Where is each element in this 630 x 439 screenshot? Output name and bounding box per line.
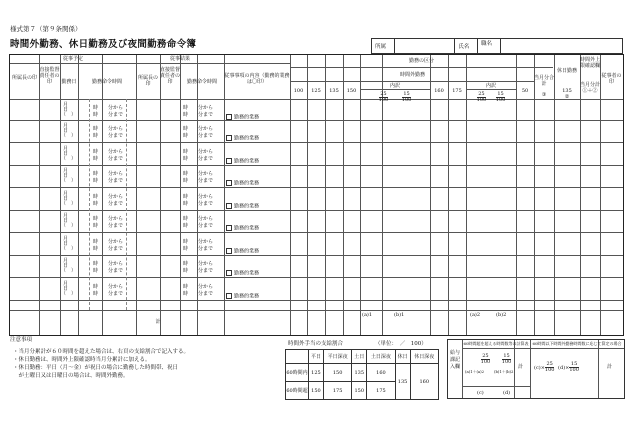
calc-d-label: (d)	[503, 390, 511, 396]
date-weekday-mark: （ ）	[61, 223, 77, 229]
result-time-from: 時 分から	[183, 104, 214, 111]
date-day-mark: 日	[63, 195, 69, 202]
plan-time-header: 勤務命令時間	[91, 79, 122, 85]
result-time-from: 時 分から	[183, 261, 214, 267]
date-weekday-mark: （ ）	[61, 200, 77, 207]
rate-135-kyujitsu: 135	[562, 88, 572, 94]
checkbox-label: 勤務的業務	[234, 135, 260, 142]
calc-table	[447, 339, 625, 399]
result-time-from: 時 分から	[183, 283, 214, 290]
jugyosha-header: 従事者の印	[601, 73, 622, 85]
checkbox-label: 勤務的業務	[234, 180, 260, 187]
checkbox-label: 勤務的業務	[234, 248, 260, 254]
plan-time-from: 時 分から	[93, 148, 124, 155]
rate-160-header: 160	[434, 88, 444, 94]
content-header: 従事事項の内容（勤務的業務は〇印）	[224, 73, 290, 85]
date-month-mark: 月	[63, 213, 69, 219]
uchiwake-formula-2: $\frac{25}{100}$ $\frac{15}{100}$	[476, 91, 506, 103]
plan-time-to: 時 分まで	[93, 290, 124, 297]
checkbox-icon[interactable]	[226, 180, 232, 186]
date-month-mark: 月	[63, 235, 69, 242]
checkbox-icon[interactable]	[226, 158, 232, 164]
result-chokusetsu-header: 直接監督責任者の印	[160, 67, 181, 85]
date-day-mark: 日	[63, 263, 69, 269]
note-line-1: ・当月分累計が６０時間を超えた場合は、右頁の支給割合で記入する。	[13, 349, 190, 355]
duty-checkbox-row[interactable]	[226, 203, 259, 210]
name-field[interactable]	[500, 39, 622, 54]
employee-info-box	[371, 38, 623, 54]
name-label: 氏名	[455, 39, 478, 54]
uchiwake-header-2: 内訳	[485, 83, 496, 89]
rate-h-weekend: 土日	[352, 350, 367, 364]
checkbox-label: 勤務的業務	[234, 114, 260, 120]
rate-row2-label: 60時間超	[286, 382, 309, 400]
duty-checkbox-row[interactable]	[226, 114, 259, 121]
rate-table-unit: （単位： ／ 100）	[375, 341, 427, 347]
checkbox-label: 勤務的業務	[234, 225, 260, 232]
result-time-from: 時 分から	[183, 193, 214, 200]
date-weekday-mark: （ ）	[61, 290, 77, 297]
rate-cell: 175	[323, 382, 351, 400]
plan-time-from: 時 分から	[93, 104, 124, 111]
rate-h-holiday-night: 休日深夜	[410, 350, 438, 364]
calc-total-2: 計	[607, 364, 613, 370]
page-title: 時間外勤務、休日勤務及び夜間勤務命令簿	[10, 39, 197, 50]
rate-cell: 160	[410, 364, 438, 400]
sum-b2: (b)2	[496, 312, 507, 318]
rate-cell: 150	[309, 382, 324, 400]
date-day-mark: 日	[63, 285, 69, 292]
date-month-mark: 月	[63, 258, 69, 264]
result-time-to: 時 分まで	[183, 245, 214, 252]
plan-time-to: 時 分まで	[93, 155, 124, 162]
tsuki-gokei-header: 当月分合計	[534, 75, 555, 87]
checkbox-label: 勤務的業務	[234, 158, 260, 164]
plan-time-from: 時 分から	[93, 261, 124, 267]
rate-175-header: 175	[452, 88, 462, 94]
result-time-to: 時 分まで	[183, 111, 214, 118]
result-time-from: 時 分から	[183, 171, 214, 177]
sum-b1: (b)1	[394, 312, 405, 318]
plan-time-to: 時 分まで	[93, 200, 124, 207]
plan-time-from: 時 分から	[93, 283, 124, 290]
result-time-from: 時 分から	[183, 238, 214, 245]
kubun-header: 勤務の区分	[408, 58, 434, 64]
checkbox-icon[interactable]	[226, 135, 232, 141]
checkbox-icon[interactable]	[226, 270, 232, 276]
notes-title: 注意事項	[10, 337, 33, 343]
circle-3: ③	[541, 92, 547, 98]
rate-135-header: 135	[329, 88, 339, 94]
plan-time-from: 時 分から	[93, 238, 124, 245]
plan-chokusetsu-header: 直接監督責任者の印	[39, 67, 60, 85]
kyujitsu-header: 休日勤務	[556, 68, 577, 74]
jikangai-header: 時間外勤務	[399, 72, 425, 78]
date-day-mark: 日	[63, 150, 69, 157]
rank-label: 職名	[481, 41, 493, 47]
rate-150-header: 150	[346, 88, 357, 94]
date-weekday-mark: （ ）	[61, 111, 77, 118]
date-month-mark: 月	[63, 101, 69, 108]
duty-checkbox-row[interactable]	[226, 270, 259, 277]
rate-50-header: 50	[521, 88, 529, 94]
sum-a1: (a)1	[362, 312, 373, 318]
duty-checkbox-row[interactable]	[226, 158, 259, 165]
sum-a2: (a)2	[470, 312, 481, 318]
note-line-3: ・休日勤務：平日（月～金）が祝日の場合に勤務した時間帯、祝日	[13, 365, 179, 371]
rate-row1-label: 60時間内	[286, 364, 309, 382]
date-weekday-mark: （ ）	[61, 245, 77, 252]
date-day-mark: 日	[63, 240, 69, 247]
result-time-to: 時 分まで	[183, 133, 214, 139]
rate-h-holiday: 休日	[395, 350, 410, 364]
order-record-table	[9, 54, 624, 336]
calc-formula: (c)× $\frac{25}{100} (d)\times$ $\frac{15}{100}$	[534, 361, 579, 373]
note-line-2: ・休日勤務は、時間外上限確認時当月分累計に加える。	[13, 357, 151, 363]
result-time-header: 勤務命令時間	[186, 79, 217, 85]
result-time-to: 時 分まで	[183, 178, 214, 184]
checkbox-label: 勤務的業務	[234, 293, 260, 299]
date-month-mark: 月	[63, 145, 69, 152]
result-time-to: 時 分まで	[183, 155, 214, 162]
calc-h1: 60時間超を超える時間数等の計算表	[463, 341, 529, 346]
checkbox-label: 勤務的業務	[234, 270, 260, 277]
checkbox-icon[interactable]	[226, 248, 232, 254]
rate-100-header: 100	[293, 88, 304, 94]
total-label: 計	[155, 319, 161, 325]
plan-time-from: 時 分から	[93, 171, 124, 177]
plan-time-to: 時 分まで	[93, 133, 124, 139]
plan-time-to: 時 分まで	[93, 245, 124, 252]
date-day-mark: 日	[63, 218, 69, 224]
date-day-mark: 日	[63, 173, 69, 179]
checkbox-icon[interactable]	[226, 203, 232, 209]
checkbox-icon[interactable]	[226, 293, 232, 299]
jikangai-kakunin-header: 時間外上限確認欄	[580, 57, 601, 69]
rank-cell[interactable]	[478, 39, 501, 54]
duty-checkbox-row[interactable]	[226, 225, 259, 232]
date-weekday-mark: （ ）	[61, 178, 77, 184]
calc-label: 給与課記入欄	[450, 350, 461, 370]
plan-time-to: 時 分まで	[93, 223, 124, 229]
result-time-to: 時 分まで	[183, 223, 214, 229]
rate-cell: 135	[352, 364, 367, 382]
date-month-mark: 月	[63, 280, 69, 287]
rate-cell: 160	[367, 364, 395, 382]
result-time-from: 時 分から	[183, 216, 214, 222]
date-weekday-mark: （ ）	[61, 155, 77, 162]
plan-time-from: 時 分から	[93, 216, 124, 222]
date-day-mark: 日	[63, 128, 69, 134]
form-number: 様式第７（第９条関係）	[10, 25, 82, 33]
rate-h-weekday-night: 平日深夜	[323, 350, 351, 364]
dept-field[interactable]	[394, 39, 455, 54]
rate-cell: 125	[309, 364, 324, 382]
plan-time-from: 時 分から	[93, 126, 124, 132]
plan-time-from: 時 分から	[93, 193, 124, 200]
note-line-4: が土曜日又は日曜日の場合は、時間外勤務。	[13, 373, 129, 379]
rate-h-weekday: 平日	[309, 350, 324, 364]
checkbox-label: 勤務的業務	[234, 203, 260, 209]
calc-h2: 60時間以下時間外勤務時間数に応じて算定の場合	[532, 341, 622, 346]
rate-table	[285, 349, 439, 400]
duty-checkbox-row[interactable]	[226, 248, 259, 255]
result-shozokucho-header: 所属長の印	[137, 75, 158, 87]
date-weekday-mark: （ ）	[61, 133, 77, 139]
date-month-mark: 月	[63, 123, 69, 129]
rate-cell: 150	[352, 382, 367, 400]
plan-shozokucho-header: 所属長の印	[11, 75, 37, 81]
duty-checkbox-row[interactable]	[226, 180, 259, 187]
calc-total-1: 計	[518, 364, 524, 370]
checkbox-icon[interactable]	[226, 114, 232, 120]
calc-ex2: (b)1＋(b)2	[494, 369, 514, 374]
rate-cell: 135	[395, 364, 410, 400]
date-day-mark: 日	[63, 106, 69, 113]
duty-checkbox-row[interactable]	[226, 135, 259, 142]
uchiwake-formula-1: $\frac{25}{100}$ $\frac{15}{100}$	[378, 91, 412, 103]
rate-table-title: 時間外手当の支給割合	[288, 341, 344, 347]
plan-time-to: 時 分まで	[93, 268, 124, 274]
result-time-from: 時 分から	[183, 126, 214, 132]
result-header: 従事結果	[169, 56, 190, 62]
rate-125-header: 125	[311, 88, 321, 94]
plan-date-header: 勤務日	[61, 79, 77, 85]
dept-label: 所属	[372, 39, 395, 54]
result-time-to: 時 分まで	[183, 200, 214, 207]
tosho-header: 当月分計①＋②	[580, 82, 601, 94]
calc-c-label: (c)	[477, 390, 484, 396]
plan-time-to: 時 分まで	[93, 178, 124, 184]
duty-checkbox-row[interactable]	[226, 293, 259, 300]
uchiwake-header-1: 内訳	[389, 83, 400, 89]
rate-cell: 150	[323, 364, 351, 382]
plan-header: 従事予定	[62, 56, 83, 62]
rate-h-weekend-night: 土日深夜	[367, 350, 395, 364]
result-time-to: 時 分まで	[183, 290, 214, 297]
result-time-to: 時 分まで	[183, 268, 214, 274]
calc-fractions: $\frac{25}{100}$ $\frac{15}{100}$	[480, 353, 512, 365]
date-month-mark: 月	[63, 168, 69, 174]
checkbox-icon[interactable]	[226, 225, 232, 231]
date-month-mark: 月	[63, 190, 69, 197]
plan-time-to: 時 分まで	[93, 111, 124, 118]
result-time-from: 時 分から	[183, 148, 214, 155]
date-weekday-mark: （ ）	[61, 268, 77, 274]
circle-2: ②	[564, 94, 570, 100]
rate-cell: 175	[367, 382, 395, 400]
calc-ex1: (a)1＋(a)2	[465, 369, 485, 374]
